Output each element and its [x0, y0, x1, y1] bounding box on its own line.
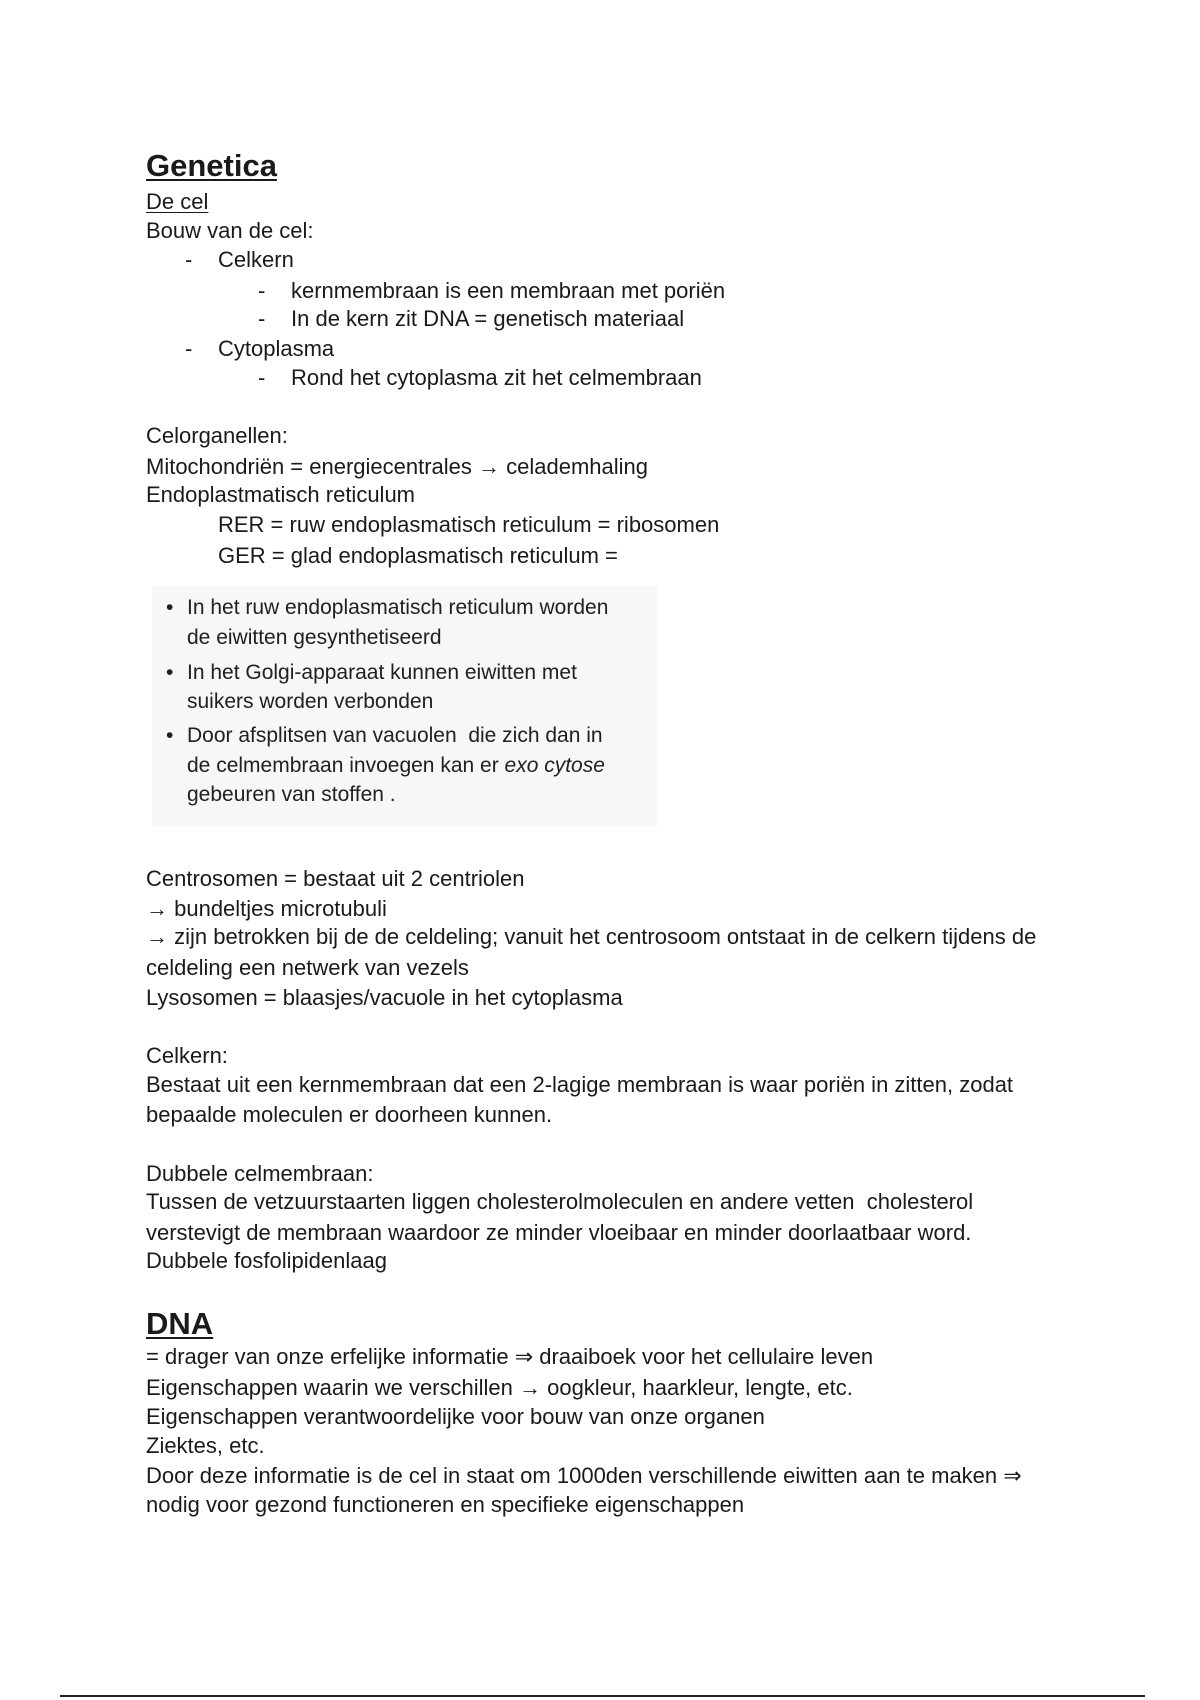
section-heading-de-cel: De cel: [146, 189, 209, 214]
bouw-label: Bouw van de cel:: [146, 218, 314, 243]
celkern-label: Celkern:: [146, 1043, 228, 1068]
excerpt-line: Door afsplitsen van vacuolen die zich dan in: [187, 724, 603, 747]
dna-line: Ziektes, etc.: [146, 1433, 265, 1458]
list-marker: -: [185, 247, 193, 272]
excerpt-line-mixed: [187, 751, 605, 781]
bullet-marker: •: [166, 661, 174, 684]
page-title: Genetica: [146, 148, 277, 183]
excerpt-line: de eiwitten gesynthetiseerd: [187, 626, 442, 649]
list-marker: -: [185, 336, 193, 361]
list-item-cytoplasma: Cytoplasma: [218, 336, 335, 361]
membraan-line: Dubbele fosfolipidenlaag: [146, 1248, 387, 1273]
list-item-celkern: Celkern: [218, 247, 294, 272]
centrosomen-line: Centrosomen = bestaat uit 2 centriolen: [146, 866, 525, 891]
ger-line: GER = glad endoplasmatisch reticulum =: [218, 543, 618, 568]
dna-line: Eigenschappen waarin we verschillen → oogkleur, haarkleur, lengte, etc.: [146, 1375, 853, 1400]
bullet-marker: •: [166, 596, 174, 619]
dna-line: nodig voor gezond functioneren en specifieke eigenschappen: [146, 1492, 745, 1517]
celkern-line: Bestaat uit een kernmembraan dat een 2-lagige membraan is waar poriën in zitten, zodat: [146, 1072, 1014, 1097]
dna-line: Door deze informatie is de cel in staat om 1000den verschillende eiwitten aan te maken ⇒: [146, 1463, 1022, 1488]
centrosomen-line: celdeling een netwerk van vezels: [146, 955, 469, 980]
mitochondrien-line: Mitochondriën = energiecentrales → celademhaling: [146, 454, 649, 479]
centrosomen-line: → bundeltjes microtubuli: [146, 896, 387, 921]
bullet-marker: •: [166, 724, 174, 747]
excerpt-line: In het ruw endoplasmatisch reticulum worden: [187, 596, 609, 619]
list-marker: -: [258, 278, 266, 303]
excerpt-line: suikers worden verbonden: [187, 690, 434, 713]
centrosomen-line: → zijn betrokken bij de de celdeling; vanuit het centrosoom ontstaat in de celkern tijdens de: [146, 924, 1037, 949]
celorganellen-label: Celorganellen:: [146, 423, 288, 448]
membraan-line: verstevigt de membraan waardoor ze minder vloeibaar en minder doorlaatbaar word.: [146, 1220, 972, 1245]
dna-line: Eigenschappen verantwoordelijke voor bouw van onze organen: [146, 1404, 765, 1429]
section-heading-dna: DNA: [146, 1306, 214, 1341]
list-subitem: Rond het cytoplasma zit het celmembraan: [291, 365, 702, 390]
membraan-line: Tussen de vetzuurstaarten liggen cholesterolmoleculen en andere vetten cholesterol: [146, 1189, 974, 1214]
excerpt-line: In het Golgi-apparaat kunnen eiwitten met: [187, 661, 577, 684]
celkern-line: bepaalde moleculen er doorheen kunnen.: [146, 1102, 553, 1127]
list-subitem: kernmembraan is een membraan met poriën: [291, 278, 726, 303]
pasted-excerpt-box: [152, 586, 657, 826]
list-subitem: In de kern zit DNA = genetisch materiaal: [291, 306, 685, 331]
dna-line: = drager van onze erfelijke informatie ⇒ draaiboek voor het cellulaire leven: [146, 1344, 874, 1369]
excerpt-text: de celmembraan invoegen kan er: [187, 754, 505, 777]
lysosomen-line: Lysosomen = blaasjes/vacuole in het cytoplasma: [146, 985, 623, 1010]
excerpt-italic-term: exo cytose: [504, 754, 605, 777]
rer-line: RER = ruw endoplasmatisch reticulum = ribosomen: [218, 512, 720, 537]
er-label: Endoplastmatisch reticulum: [146, 482, 416, 507]
dubbele-celmembraan-label: Dubbele celmembraan:: [146, 1161, 374, 1186]
list-marker: -: [258, 306, 266, 331]
list-marker: -: [258, 365, 266, 390]
page-footer-rule: [60, 1695, 1145, 1697]
excerpt-line: gebeuren van stoffen .: [187, 783, 396, 806]
